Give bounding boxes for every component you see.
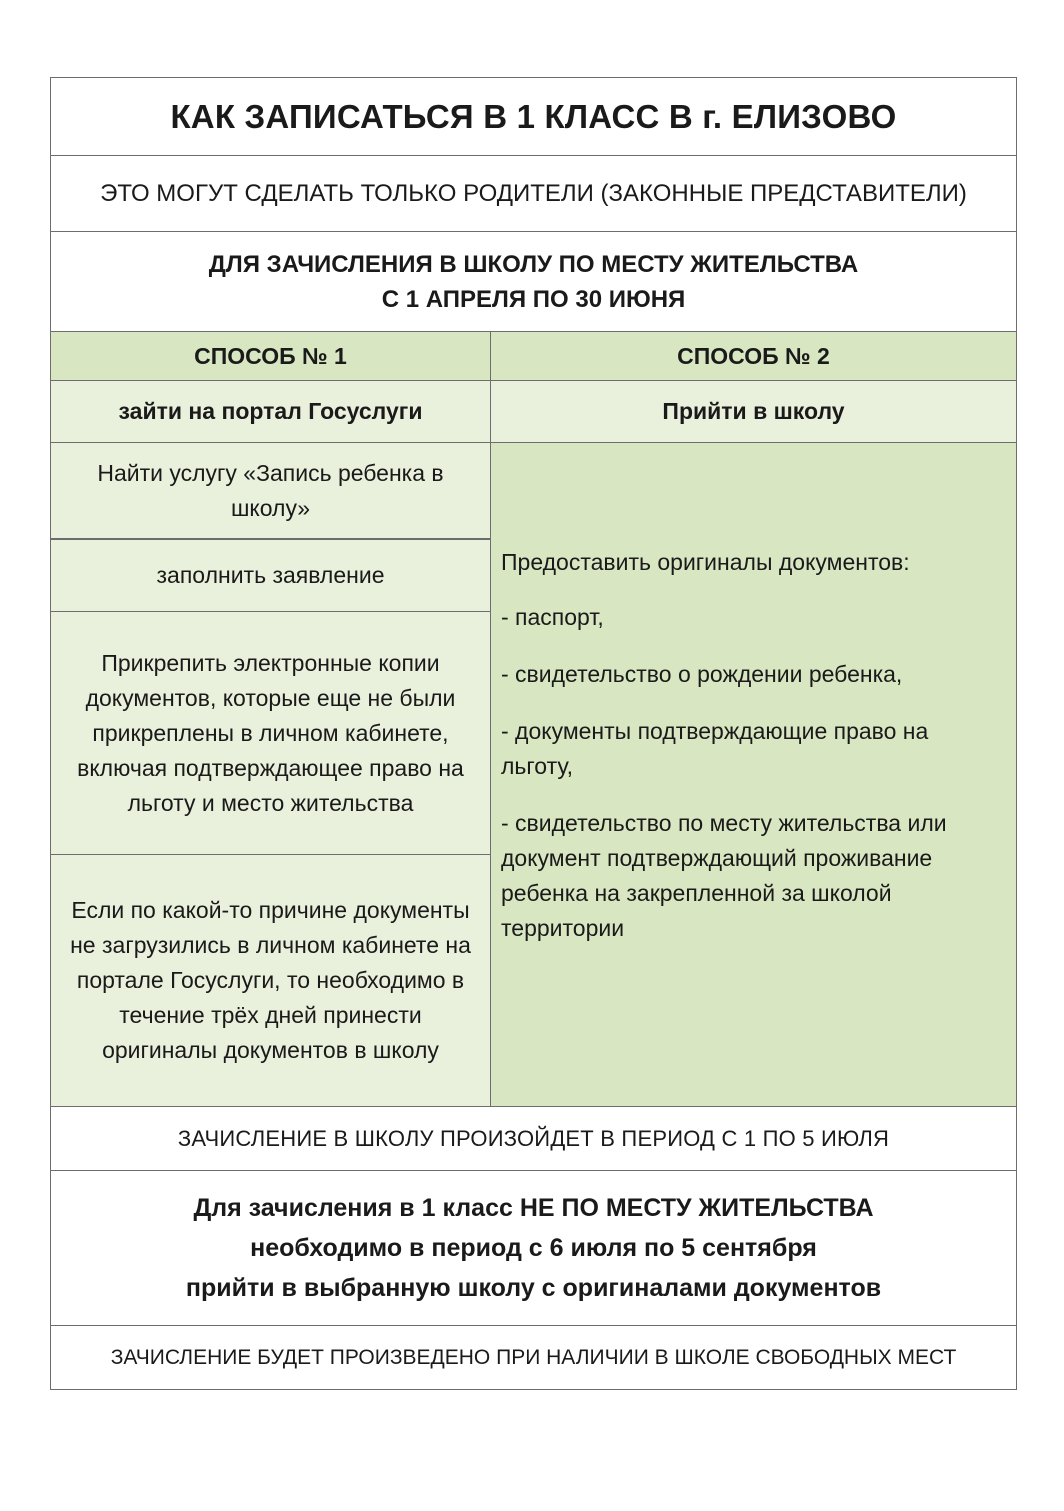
not-by-residence-block <box>51 1171 1016 1326</box>
method-1-subheader: зайти на портал Госуслуги <box>51 381 490 442</box>
method-1-step-find-service: Найти услугу «Запись ребенка в школу» <box>51 442 490 538</box>
methods-section <box>51 332 1016 1107</box>
not-by-residence-line-2: необходимо в период с 6 июля по 5 сентября <box>250 1234 817 1262</box>
not-by-residence-line-3: прийти в выбранную школу с оригиналами документов <box>185 1274 882 1302</box>
method-1-step-fill-form: заполнить заявление <box>51 538 490 611</box>
method-1-step-bring-originals: Если по какой-то причине документы не загрузились в личном кабинете на портале Госуслуги, то необходимо в течение трёх дней принести оригиналы документов в школу <box>51 854 490 1106</box>
who-can-apply-note: ЭТО МОГУТ СДЕЛАТЬ ТОЛЬКО РОДИТЕЛИ (ЗАКОННЫЕ ПРЕДСТАВИТЕЛИ) <box>51 156 1016 232</box>
enrollment-date-note: ЗАЧИСЛЕНИЕ В ШКОЛУ ПРОИЗОЙДЕТ В ПЕРИОД С 1 ПО 5 ИЮЛЯ <box>51 1107 1016 1171</box>
period-line-2: С 1 АПРЕЛЯ ПО 30 ИЮНЯ <box>381 285 686 313</box>
document-item: - документы подтверждающие право на льготу, <box>501 718 929 779</box>
document-item: - свидетельство по месту жительства или документ подтверждающий проживание ребенка на закрепленной за школой территории <box>501 810 947 941</box>
method-1-column <box>51 332 491 1106</box>
document-item: - паспорт, <box>501 604 604 630</box>
final-note: ЗАЧИСЛЕНИЕ БУДЕТ ПРОИЗВЕДЕНО ПРИ НАЛИЧИИ В ШКОЛЕ СВОБОДНЫХ МЕСТ <box>110 1345 957 1369</box>
page-title: КАК ЗАПИСАТЬСЯ В 1 КЛАСС В г. ЕЛИЗОВО <box>51 78 1016 156</box>
method-2-header: СПОСОБ № 2 <box>491 332 1016 381</box>
documents-intro: Предоставить оригиналы документов: <box>501 549 910 575</box>
application-period <box>51 232 1016 332</box>
method-1-step-attach-copies: Прикрепить электронные копии документов, которые еще не были прикреплены в личном кабинете, включая подтверждающее право на льготу и место жительства <box>51 611 490 854</box>
not-by-residence-line-1: Для зачисления в 1 класс НЕ ПО МЕСТУ ЖИТЕЛЬСТВА <box>193 1194 874 1222</box>
period-line-1: ДЛЯ ЗАЧИСЛЕНИЯ В ШКОЛУ ПО МЕСТУ ЖИТЕЛЬСТВА <box>208 250 859 278</box>
enrollment-info-table <box>50 77 1017 1390</box>
method-2-documents <box>491 442 1016 1106</box>
method-1-header: СПОСОБ № 1 <box>51 332 490 381</box>
method-2-column <box>491 332 1016 1106</box>
document-item: - свидетельство о рождении ребенка, <box>501 661 903 687</box>
method-2-subheader: Прийти в школу <box>491 381 1016 442</box>
